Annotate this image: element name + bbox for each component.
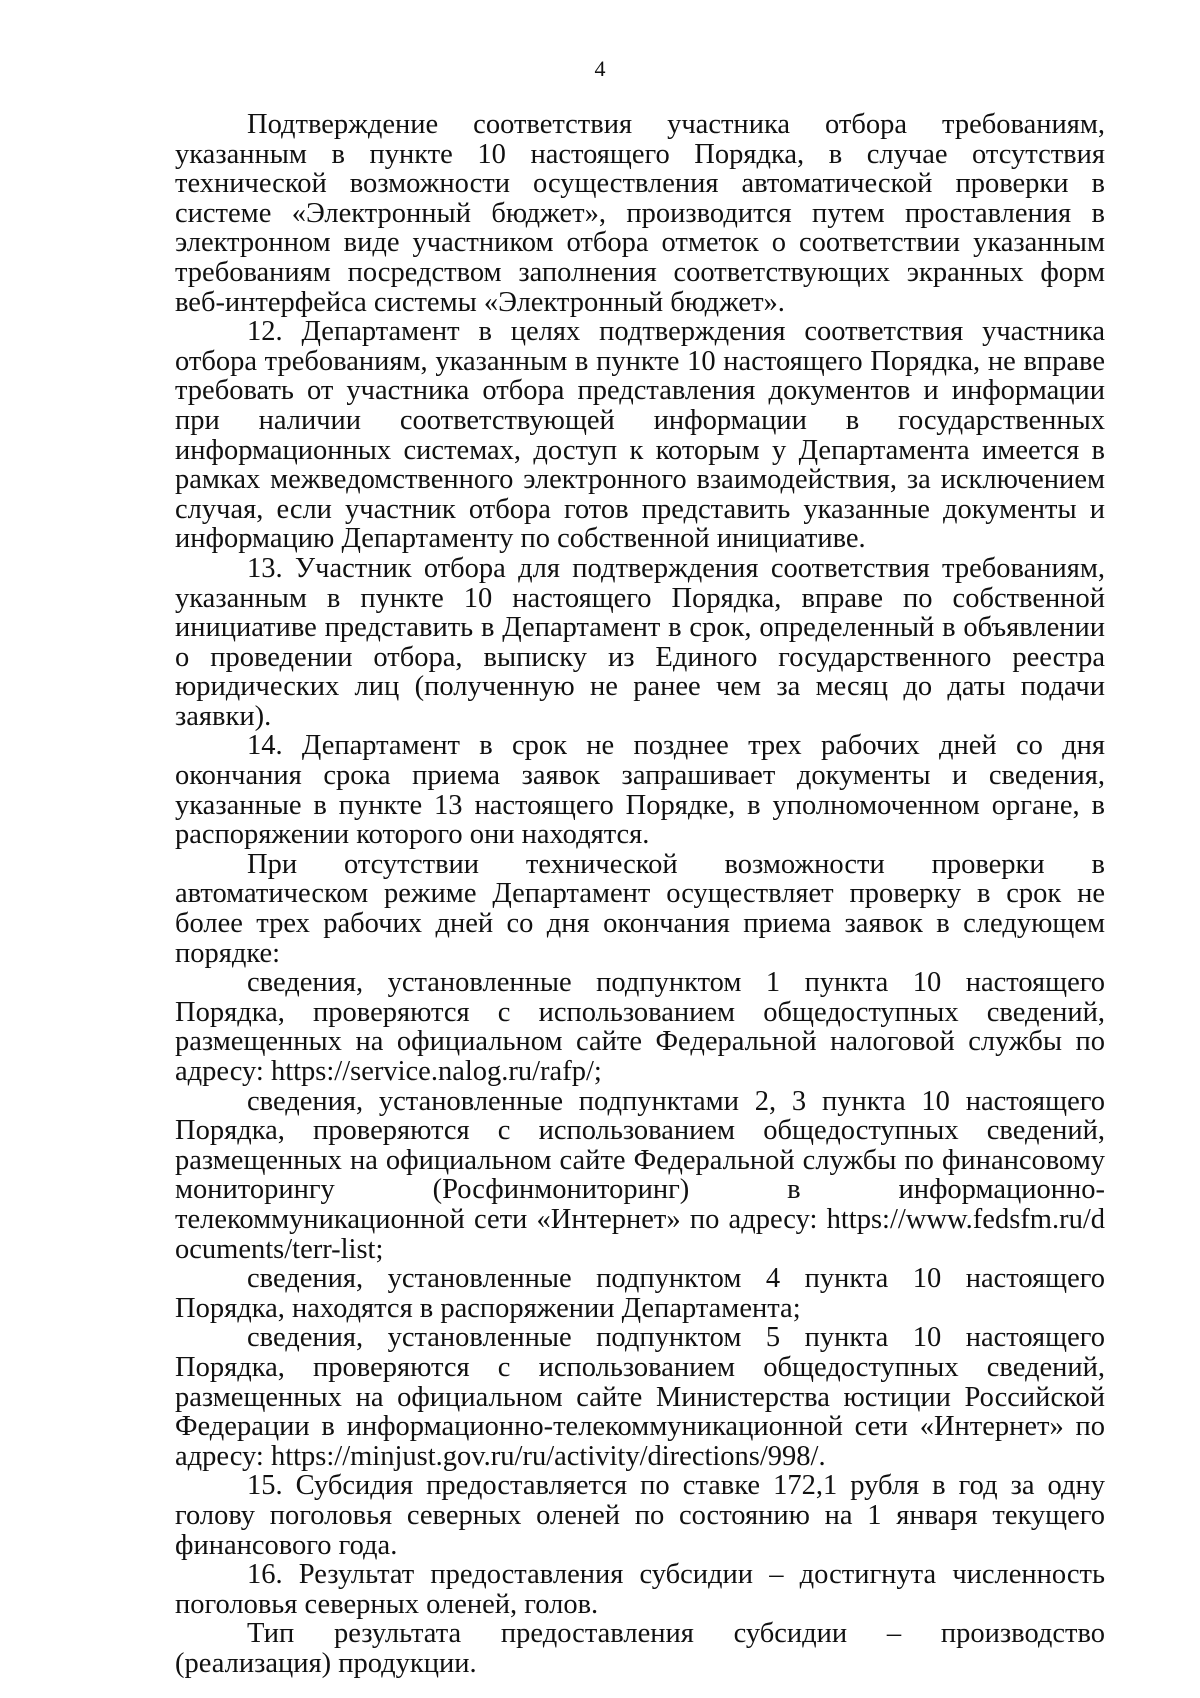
page-number: 4 <box>594 56 606 81</box>
minjust-link[interactable]: https://minjust.gov.ru/ru/activity/directions/998/ <box>270 1440 819 1472</box>
paragraph-14: 14. Департамент в срок не позднее трех рабочих дней со дня окончания срока приема заявок запрашивает документы и сведения, указанные в пункте 13 настоящего Порядке, в уполномоченном органе, в распоряжении которого они находятся. <box>175 730 1105 851</box>
paragraph-check-minjust <box>175 1323 1105 1471</box>
paragraph-check-nalog <box>175 968 1105 1086</box>
document-body <box>175 110 1105 1678</box>
fedsfm-link[interactable]: https://www.fedsfm.ru/documents/terr-list <box>175 1203 1105 1265</box>
check-fedsfm-tail: ; <box>375 1233 384 1265</box>
paragraph-check-fedsfm <box>175 1087 1105 1265</box>
check-minjust-tail: . <box>818 1440 826 1472</box>
paragraph-12: 12. Департамент в целях подтверждения соответствия участника отбора требованиям, указанным в пункте 10 настоящего Порядка, не вправе требовать от участника отбора представления документов и информации при наличии соответствующей информации в государственных информационных системах, доступ к которым у Департамента имеется в рамках межведомственного электронного взаимодействия, за исключением случая, если участник отбора готов представить указанные документы и информацию Департаменту по собственной инициативе. <box>175 316 1105 555</box>
nalog-link[interactable]: https://service.nalog.ru/rafp/ <box>270 1056 594 1087</box>
check-fedsfm-text: сведения, установленные подпунктами 2, 3 пункта 10 настоящего Порядка, проверяются с использованием общедоступных сведений, размещенных на официальном сайте Федеральной службы по финансовому мониторингу (Росфинмониторинг) в информационно-телекоммуникационной сети «Интернет» по адресу: <box>175 1085 1105 1235</box>
paragraph-check-procedure: При отсутствии технической возможности проверки в автоматическом режиме Департамент осуществляет проверку в срок не более трех рабочих дней со дня окончания приема заявок в следующем порядке: <box>175 848 1105 969</box>
paragraph-13: 13. Участник отбора для подтверждения соответствия требованиям, указанным в пункте 10 настоящего Порядка, вправе по собственной инициативе представить в Департамент в срок, определенный в объявлении о проведении отбора, выписку из Единого государственного реестра юридических лиц (полученную не ранее чем за месяц до даты подачи заявки). <box>175 552 1105 732</box>
paragraph-16: 16. Результат предоставления субсидии – достигнута численность поголовья северных оленей, голов. <box>175 1559 1105 1620</box>
paragraph-15: 15. Субсидия предоставляется по ставке 172,1 рубля в год за одну голову поголовья северных оленей по состоянию на 1 января текущего финансового года. <box>175 1470 1105 1561</box>
check-nalog-tail: ; <box>593 1056 602 1087</box>
check-minjust-text: сведения, установленные подпунктом 5 пункта 10 настоящего Порядка, проверяются с использованием общедоступных сведений, размещенных на официальном сайте Министерства юстиции Российской Федерации в информационно-телекоммуникационной сети «Интернет» по адресу: <box>175 1322 1105 1472</box>
paragraph-confirmation: Подтверждение соответствия участника отбора требованиям, указанным в пункте 10 настоящего Порядка, в случае отсутствия технической возможности осуществления автоматической проверки в системе «Электронный бюджет», производится путем проставления в электронном виде участником отбора отметок о соответствии указанным требованиям посредством заполнения соответствующих экранных форм веб-интерфейса системы «Электронный бюджет». <box>175 109 1105 318</box>
paragraph-result-type: Тип результата предоставления субсидии – производство (реализация) продукции. <box>175 1618 1105 1679</box>
paragraph-check-department: сведения, установленные подпунктом 4 пункта 10 настоящего Порядка, находятся в распоряжении Департамента; <box>175 1263 1105 1324</box>
check-nalog-text: сведения, установленные подпунктом 1 пункта 10 настоящего Порядка, проверяются с использованием общедоступных сведений, размещенных на официальном сайте Федеральной налоговой службы по адресу: <box>175 967 1105 1087</box>
